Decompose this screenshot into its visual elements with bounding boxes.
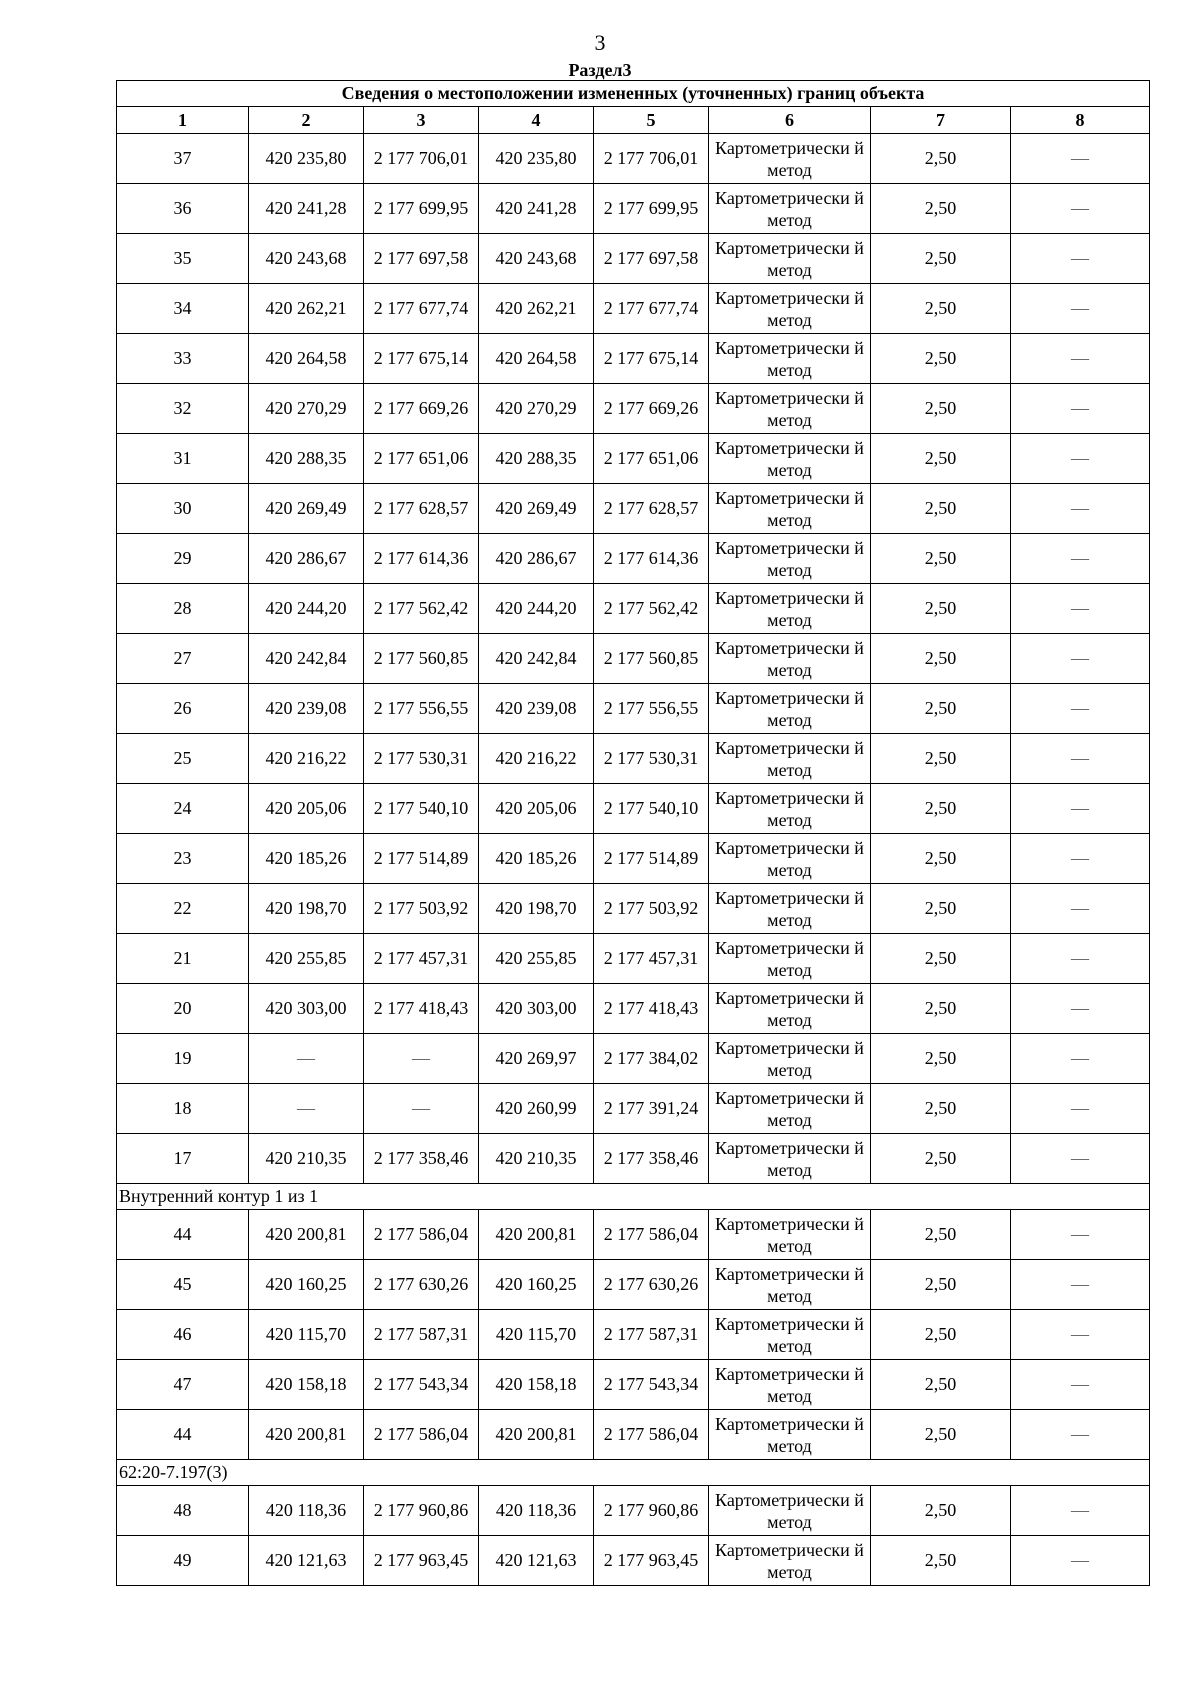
description-cell: — xyxy=(1011,1084,1150,1134)
point-number-cell: 25 xyxy=(117,734,249,784)
old-x-cell: 420 118,36 xyxy=(249,1486,364,1536)
page-number: 3 xyxy=(594,30,606,55)
table-row xyxy=(117,534,1150,584)
old-x-cell: 420 243,68 xyxy=(249,234,364,284)
new-x-cell: 420 210,35 xyxy=(479,1134,594,1184)
table-row xyxy=(117,234,1150,284)
accuracy-cell: 2,50 xyxy=(871,384,1011,434)
description-cell: — xyxy=(1011,834,1150,884)
point-number-cell: 47 xyxy=(117,1360,249,1410)
method-cell: Картометрически й метод xyxy=(709,1410,871,1460)
point-number-cell: 35 xyxy=(117,234,249,284)
column-number-row xyxy=(117,107,1150,134)
new-x-cell: 420 158,18 xyxy=(479,1360,594,1410)
new-x-cell: 420 198,70 xyxy=(479,884,594,934)
table-row xyxy=(117,1310,1150,1360)
point-number-cell: 44 xyxy=(117,1210,249,1260)
method-cell: Картометрически й метод xyxy=(709,284,871,334)
old-y-cell: — xyxy=(364,1034,479,1084)
accuracy-cell: 2,50 xyxy=(871,484,1011,534)
new-x-cell: 420 243,68 xyxy=(479,234,594,284)
old-y-cell: 2 177 697,58 xyxy=(364,234,479,284)
new-x-cell: 420 216,22 xyxy=(479,734,594,784)
method-cell: Картометрически й метод xyxy=(709,484,871,534)
description-cell: — xyxy=(1011,284,1150,334)
point-number-cell: 37 xyxy=(117,134,249,184)
contour-label: Внутренний контур 1 из 1 xyxy=(117,1184,1150,1210)
column-number: 7 xyxy=(871,107,1011,134)
method-cell: Картометрически й метод xyxy=(709,384,871,434)
description-cell: — xyxy=(1011,934,1150,984)
column-number: 1 xyxy=(117,107,249,134)
accuracy-cell: 2,50 xyxy=(871,1360,1011,1410)
method-cell: Картометрически й метод xyxy=(709,234,871,284)
old-y-cell: 2 177 628,57 xyxy=(364,484,479,534)
table-row xyxy=(117,384,1150,434)
new-y-cell: 2 177 587,31 xyxy=(594,1310,709,1360)
old-x-cell: 420 205,06 xyxy=(249,784,364,834)
new-x-cell: 420 200,81 xyxy=(479,1210,594,1260)
accuracy-cell: 2,50 xyxy=(871,534,1011,584)
table-row xyxy=(117,1210,1150,1260)
method-cell: Картометрически й метод xyxy=(709,634,871,684)
table-row xyxy=(117,1260,1150,1310)
old-x-cell: 420 269,49 xyxy=(249,484,364,534)
description-cell: — xyxy=(1011,1034,1150,1084)
table-caption: Сведения о местоположении измененных (уточненных) границ объекта xyxy=(117,81,1150,107)
table-row xyxy=(117,934,1150,984)
contour-label-row xyxy=(117,1460,1150,1486)
table-row xyxy=(117,1034,1150,1084)
method-cell: Картометрически й метод xyxy=(709,984,871,1034)
old-y-cell: 2 177 586,04 xyxy=(364,1210,479,1260)
table-body xyxy=(117,134,1150,1586)
table-row xyxy=(117,1134,1150,1184)
old-x-cell: 420 210,35 xyxy=(249,1134,364,1184)
point-number-cell: 17 xyxy=(117,1134,249,1184)
old-x-cell: 420 288,35 xyxy=(249,434,364,484)
new-y-cell: 2 177 963,45 xyxy=(594,1536,709,1586)
point-number-cell: 46 xyxy=(117,1310,249,1360)
old-y-cell: 2 177 960,86 xyxy=(364,1486,479,1536)
table-row xyxy=(117,1360,1150,1410)
point-number-cell: 27 xyxy=(117,634,249,684)
old-x-cell: 420 200,81 xyxy=(249,1410,364,1460)
old-y-cell: 2 177 669,26 xyxy=(364,384,479,434)
point-number-cell: 20 xyxy=(117,984,249,1034)
table-row xyxy=(117,184,1150,234)
table-row xyxy=(117,834,1150,884)
old-x-cell: 420 255,85 xyxy=(249,934,364,984)
point-number-cell: 24 xyxy=(117,784,249,834)
old-x-cell: 420 286,67 xyxy=(249,534,364,584)
new-y-cell: 2 177 651,06 xyxy=(594,434,709,484)
method-cell: Картометрически й метод xyxy=(709,834,871,884)
new-y-cell: 2 177 628,57 xyxy=(594,484,709,534)
description-cell: — xyxy=(1011,1260,1150,1310)
accuracy-cell: 2,50 xyxy=(871,734,1011,784)
accuracy-cell: 2,50 xyxy=(871,434,1011,484)
accuracy-cell: 2,50 xyxy=(871,334,1011,384)
accuracy-cell: 2,50 xyxy=(871,1536,1011,1586)
point-number-cell: 32 xyxy=(117,384,249,434)
table-row xyxy=(117,634,1150,684)
description-cell: — xyxy=(1011,484,1150,534)
new-y-cell: 2 177 677,74 xyxy=(594,284,709,334)
new-y-cell: 2 177 586,04 xyxy=(594,1210,709,1260)
method-cell: Картометрически й метод xyxy=(709,1134,871,1184)
old-y-cell: 2 177 677,74 xyxy=(364,284,479,334)
accuracy-cell: 2,50 xyxy=(871,684,1011,734)
point-number-cell: 23 xyxy=(117,834,249,884)
column-number: 2 xyxy=(249,107,364,134)
column-number: 4 xyxy=(479,107,594,134)
point-number-cell: 48 xyxy=(117,1486,249,1536)
new-y-cell: 2 177 391,24 xyxy=(594,1084,709,1134)
accuracy-cell: 2,50 xyxy=(871,1084,1011,1134)
accuracy-cell: 2,50 xyxy=(871,184,1011,234)
new-x-cell: 420 264,58 xyxy=(479,334,594,384)
table-row xyxy=(117,134,1150,184)
table-row xyxy=(117,1486,1150,1536)
description-cell: — xyxy=(1011,1360,1150,1410)
description-cell: — xyxy=(1011,1134,1150,1184)
new-x-cell: 420 260,99 xyxy=(479,1084,594,1134)
point-number-cell: 22 xyxy=(117,884,249,934)
old-x-cell: 420 158,18 xyxy=(249,1360,364,1410)
description-cell: — xyxy=(1011,1210,1150,1260)
old-y-cell: 2 177 543,34 xyxy=(364,1360,479,1410)
new-y-cell: 2 177 675,14 xyxy=(594,334,709,384)
table-row xyxy=(117,884,1150,934)
old-y-cell: 2 177 587,31 xyxy=(364,1310,479,1360)
method-cell: Картометрически й метод xyxy=(709,1486,871,1536)
description-cell: — xyxy=(1011,384,1150,434)
old-x-cell: 420 216,22 xyxy=(249,734,364,784)
new-x-cell: 420 235,80 xyxy=(479,134,594,184)
new-x-cell: 420 185,26 xyxy=(479,834,594,884)
old-x-cell: — xyxy=(249,1084,364,1134)
accuracy-cell: 2,50 xyxy=(871,1260,1011,1310)
new-x-cell: 420 200,81 xyxy=(479,1410,594,1460)
new-y-cell: 2 177 699,95 xyxy=(594,184,709,234)
new-x-cell: 420 244,20 xyxy=(479,584,594,634)
accuracy-cell: 2,50 xyxy=(871,1134,1011,1184)
column-number: 3 xyxy=(364,107,479,134)
description-cell: — xyxy=(1011,184,1150,234)
table-row xyxy=(117,734,1150,784)
new-y-cell: 2 177 562,42 xyxy=(594,584,709,634)
description-cell: — xyxy=(1011,784,1150,834)
table-row xyxy=(117,984,1150,1034)
accuracy-cell: 2,50 xyxy=(871,1410,1011,1460)
new-y-cell: 2 177 586,04 xyxy=(594,1410,709,1460)
old-y-cell: 2 177 560,85 xyxy=(364,634,479,684)
new-x-cell: 420 270,29 xyxy=(479,384,594,434)
section-title: Раздел3 xyxy=(568,60,632,80)
accuracy-cell: 2,50 xyxy=(871,634,1011,684)
description-cell: — xyxy=(1011,884,1150,934)
accuracy-cell: 2,50 xyxy=(871,1034,1011,1084)
new-y-cell: 2 177 543,34 xyxy=(594,1360,709,1410)
point-number-cell: 28 xyxy=(117,584,249,634)
new-x-cell: 420 241,28 xyxy=(479,184,594,234)
old-y-cell: 2 177 457,31 xyxy=(364,934,479,984)
contour-label: 62:20-7.197(3) xyxy=(117,1460,1150,1486)
new-x-cell: 420 242,84 xyxy=(479,634,594,684)
point-number-cell: 36 xyxy=(117,184,249,234)
description-cell: — xyxy=(1011,584,1150,634)
description-cell: — xyxy=(1011,134,1150,184)
description-cell: — xyxy=(1011,734,1150,784)
accuracy-cell: 2,50 xyxy=(871,984,1011,1034)
old-x-cell: 420 121,63 xyxy=(249,1536,364,1586)
new-y-cell: 2 177 503,92 xyxy=(594,884,709,934)
table-row xyxy=(117,484,1150,534)
method-cell: Картометрически й метод xyxy=(709,584,871,634)
old-y-cell: 2 177 503,92 xyxy=(364,884,479,934)
point-number-cell: 26 xyxy=(117,684,249,734)
old-x-cell: 420 242,84 xyxy=(249,634,364,684)
boundary-coordinates-table xyxy=(116,80,1150,1586)
description-cell: — xyxy=(1011,1536,1150,1586)
column-number: 8 xyxy=(1011,107,1150,134)
new-x-cell: 420 255,85 xyxy=(479,934,594,984)
new-y-cell: 2 177 384,02 xyxy=(594,1034,709,1084)
new-x-cell: 420 205,06 xyxy=(479,784,594,834)
old-x-cell: 420 200,81 xyxy=(249,1210,364,1260)
new-x-cell: 420 288,35 xyxy=(479,434,594,484)
old-x-cell: 420 270,29 xyxy=(249,384,364,434)
new-y-cell: 2 177 697,58 xyxy=(594,234,709,284)
table-row xyxy=(117,284,1150,334)
old-y-cell: 2 177 562,42 xyxy=(364,584,479,634)
new-x-cell: 420 262,21 xyxy=(479,284,594,334)
method-cell: Картометрически й метод xyxy=(709,434,871,484)
new-y-cell: 2 177 358,46 xyxy=(594,1134,709,1184)
new-y-cell: 2 177 669,26 xyxy=(594,384,709,434)
description-cell: — xyxy=(1011,684,1150,734)
method-cell: Картометрически й метод xyxy=(709,1536,871,1586)
table-row xyxy=(117,684,1150,734)
point-number-cell: 18 xyxy=(117,1084,249,1134)
old-x-cell: — xyxy=(249,1034,364,1084)
new-y-cell: 2 177 630,26 xyxy=(594,1260,709,1310)
method-cell: Картометрически й метод xyxy=(709,1360,871,1410)
old-x-cell: 420 198,70 xyxy=(249,884,364,934)
method-cell: Картометрически й метод xyxy=(709,534,871,584)
old-y-cell: 2 177 630,26 xyxy=(364,1260,479,1310)
method-cell: Картометрически й метод xyxy=(709,184,871,234)
table-row xyxy=(117,784,1150,834)
accuracy-cell: 2,50 xyxy=(871,884,1011,934)
method-cell: Картометрически й метод xyxy=(709,1310,871,1360)
new-x-cell: 420 115,70 xyxy=(479,1310,594,1360)
description-cell: — xyxy=(1011,1410,1150,1460)
method-cell: Картометрически й метод xyxy=(709,884,871,934)
method-cell: Картометрически й метод xyxy=(709,684,871,734)
old-x-cell: 420 185,26 xyxy=(249,834,364,884)
new-x-cell: 420 303,00 xyxy=(479,984,594,1034)
old-y-cell: 2 177 699,95 xyxy=(364,184,479,234)
new-x-cell: 420 160,25 xyxy=(479,1260,594,1310)
method-cell: Картометрически й метод xyxy=(709,1034,871,1084)
new-x-cell: 420 269,97 xyxy=(479,1034,594,1084)
new-y-cell: 2 177 530,31 xyxy=(594,734,709,784)
accuracy-cell: 2,50 xyxy=(871,1210,1011,1260)
new-y-cell: 2 177 560,85 xyxy=(594,634,709,684)
accuracy-cell: 2,50 xyxy=(871,934,1011,984)
accuracy-cell: 2,50 xyxy=(871,834,1011,884)
method-cell: Картометрически й метод xyxy=(709,784,871,834)
method-cell: Картометрически й метод xyxy=(709,1260,871,1310)
old-y-cell: 2 177 514,89 xyxy=(364,834,479,884)
method-cell: Картометрически й метод xyxy=(709,1210,871,1260)
table-row xyxy=(117,1410,1150,1460)
new-x-cell: 420 286,67 xyxy=(479,534,594,584)
description-cell: — xyxy=(1011,334,1150,384)
method-cell: Картометрически й метод xyxy=(709,1084,871,1134)
old-y-cell: 2 177 651,06 xyxy=(364,434,479,484)
method-cell: Картометрически й метод xyxy=(709,134,871,184)
old-y-cell: 2 177 614,36 xyxy=(364,534,479,584)
old-x-cell: 420 160,25 xyxy=(249,1260,364,1310)
description-cell: — xyxy=(1011,984,1150,1034)
description-cell: — xyxy=(1011,634,1150,684)
table-row xyxy=(117,434,1150,484)
method-cell: Картометрически й метод xyxy=(709,934,871,984)
old-y-cell: 2 177 556,55 xyxy=(364,684,479,734)
old-x-cell: 420 241,28 xyxy=(249,184,364,234)
old-y-cell: 2 177 418,43 xyxy=(364,984,479,1034)
new-y-cell: 2 177 960,86 xyxy=(594,1486,709,1536)
accuracy-cell: 2,50 xyxy=(871,1486,1011,1536)
new-y-cell: 2 177 706,01 xyxy=(594,134,709,184)
old-x-cell: 420 264,58 xyxy=(249,334,364,384)
table-row xyxy=(117,584,1150,634)
point-number-cell: 34 xyxy=(117,284,249,334)
old-y-cell: 2 177 675,14 xyxy=(364,334,479,384)
description-cell: — xyxy=(1011,1486,1150,1536)
point-number-cell: 44 xyxy=(117,1410,249,1460)
column-number: 5 xyxy=(594,107,709,134)
new-y-cell: 2 177 457,31 xyxy=(594,934,709,984)
accuracy-cell: 2,50 xyxy=(871,234,1011,284)
new-x-cell: 420 121,63 xyxy=(479,1536,594,1586)
contour-label-row xyxy=(117,1184,1150,1210)
table-row xyxy=(117,1536,1150,1586)
accuracy-cell: 2,50 xyxy=(871,784,1011,834)
old-x-cell: 420 235,80 xyxy=(249,134,364,184)
old-x-cell: 420 239,08 xyxy=(249,684,364,734)
old-y-cell: 2 177 530,31 xyxy=(364,734,479,784)
method-cell: Картометрически й метод xyxy=(709,334,871,384)
point-number-cell: 29 xyxy=(117,534,249,584)
new-y-cell: 2 177 556,55 xyxy=(594,684,709,734)
column-number: 6 xyxy=(709,107,871,134)
point-number-cell: 49 xyxy=(117,1536,249,1586)
description-cell: — xyxy=(1011,534,1150,584)
new-x-cell: 420 269,49 xyxy=(479,484,594,534)
description-cell: — xyxy=(1011,434,1150,484)
point-number-cell: 19 xyxy=(117,1034,249,1084)
old-x-cell: 420 303,00 xyxy=(249,984,364,1034)
table-row xyxy=(117,1084,1150,1134)
new-y-cell: 2 177 418,43 xyxy=(594,984,709,1034)
point-number-cell: 31 xyxy=(117,434,249,484)
old-y-cell: — xyxy=(364,1084,479,1134)
description-cell: — xyxy=(1011,234,1150,284)
point-number-cell: 33 xyxy=(117,334,249,384)
new-y-cell: 2 177 614,36 xyxy=(594,534,709,584)
description-cell: — xyxy=(1011,1310,1150,1360)
old-y-cell: 2 177 358,46 xyxy=(364,1134,479,1184)
accuracy-cell: 2,50 xyxy=(871,284,1011,334)
point-number-cell: 45 xyxy=(117,1260,249,1310)
point-number-cell: 21 xyxy=(117,934,249,984)
new-x-cell: 420 239,08 xyxy=(479,684,594,734)
accuracy-cell: 2,50 xyxy=(871,134,1011,184)
old-x-cell: 420 115,70 xyxy=(249,1310,364,1360)
new-y-cell: 2 177 514,89 xyxy=(594,834,709,884)
method-cell: Картометрически й метод xyxy=(709,734,871,784)
accuracy-cell: 2,50 xyxy=(871,1310,1011,1360)
old-x-cell: 420 244,20 xyxy=(249,584,364,634)
old-x-cell: 420 262,21 xyxy=(249,284,364,334)
accuracy-cell: 2,50 xyxy=(871,584,1011,634)
old-y-cell: 2 177 963,45 xyxy=(364,1536,479,1586)
old-y-cell: 2 177 706,01 xyxy=(364,134,479,184)
new-x-cell: 420 118,36 xyxy=(479,1486,594,1536)
old-y-cell: 2 177 586,04 xyxy=(364,1410,479,1460)
new-y-cell: 2 177 540,10 xyxy=(594,784,709,834)
point-number-cell: 30 xyxy=(117,484,249,534)
table-row xyxy=(117,334,1150,384)
old-y-cell: 2 177 540,10 xyxy=(364,784,479,834)
